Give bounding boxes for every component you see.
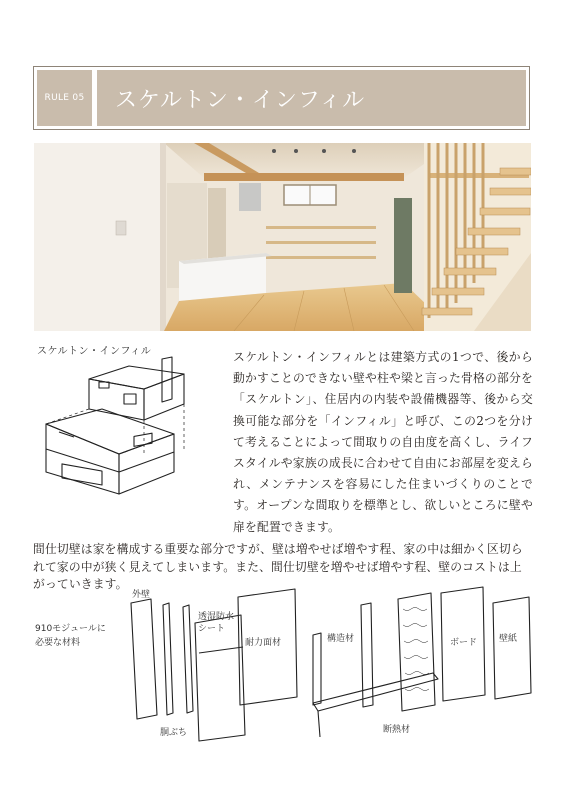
intro-paragraph: スケルトン・インフィルとは建築方式の1つで、後から動かすことのできない壁や柱や梁と言った骨格の部分を「スケルトン」、住居内の内装や設備機器等、後から交換可能な部分を「インフィル」と呼び、この2つを分けて考えることによって間取りの自由度を高くし、ライフスタイルや家族の成長に合わせて自由にお部屋を変えられ、メンテナンスを容易にした住まいづくりのことです。オープンな間取りを標準とし、欲しいところに壁や扉を配置できます。 (233, 350, 533, 534)
label-vapor-1: 透湿防水 (198, 612, 235, 622)
sketch-caption: スケルトン・インフィル (37, 346, 152, 357)
rule-badge: RULE 05 (37, 70, 92, 126)
module-label-1: 910モジュールに (35, 624, 106, 634)
label-vapor-2: シート (198, 624, 226, 634)
label-bearing-panel: 耐力面材 (245, 638, 282, 648)
wall-materials-sketch (33, 585, 533, 745)
label-insulation: 断熱材 (383, 725, 411, 735)
label-outer-wall: 外壁 (132, 590, 151, 600)
label-board: ボード (450, 638, 478, 648)
module-label-2: 必要な材料 (35, 638, 81, 648)
label-structure: 構造材 (327, 634, 355, 644)
label-furring: 胴ぶち (160, 728, 188, 738)
partition-paragraph: 間仕切壁は家を構成する重要な部分ですが、壁は増やせば増やす程、家の中は細かく区切られて家の中が狭く見えてしまいます。また、間仕切壁を増やせば増やす程、壁のコストは上がっていきます。 (33, 542, 523, 591)
page-title: スケルトン・インフィル (115, 87, 366, 113)
interior-photo (34, 143, 531, 331)
label-wallpaper: 壁紙 (499, 634, 518, 644)
skeleton-infill-sketch (34, 354, 214, 504)
page-title-box (97, 70, 526, 126)
interior-photo-drawing (34, 143, 531, 331)
